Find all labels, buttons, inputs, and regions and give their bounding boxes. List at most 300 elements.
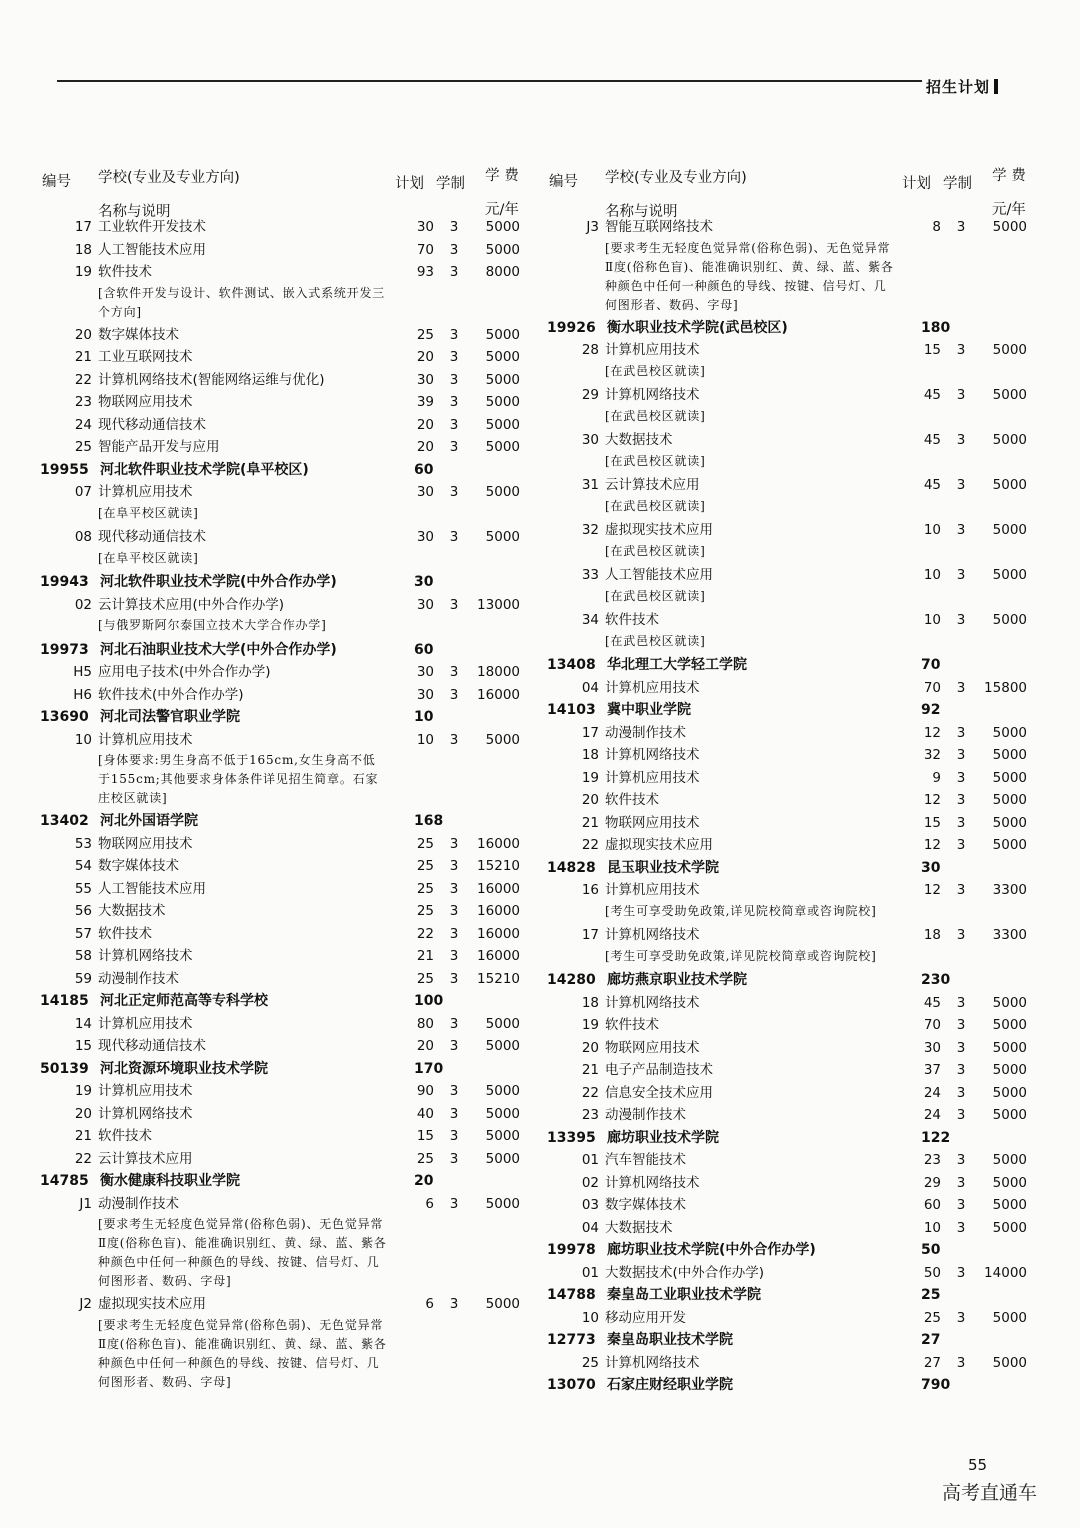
major-code: 04	[581, 1219, 599, 1236]
major-name: 智能互联网络技术	[605, 219, 713, 235]
header-plan: 计划	[902, 176, 931, 192]
major-years: 3	[956, 1264, 966, 1281]
major-code: 33	[581, 567, 599, 583]
school-plan: 10	[414, 709, 434, 725]
major-years: 3	[449, 858, 459, 874]
watermark: 高考直通车	[942, 1482, 1038, 1504]
note-text: [在武邑校区就读]	[605, 543, 706, 558]
major-fee: 5000	[485, 394, 520, 410]
major-plan: 40	[416, 1105, 434, 1122]
note-text: [含软件开发与设计、软件测试、嵌入式系统开发三个方向]	[98, 285, 386, 319]
major-name: 汽车智能技术	[605, 1152, 686, 1168]
major-fee: 5000	[992, 219, 1027, 235]
major-plan: 30	[416, 484, 434, 500]
school-name: 冀中职业学院	[607, 702, 691, 718]
major-years: 3	[956, 1219, 966, 1236]
major-years: 3	[956, 1017, 966, 1033]
major-fee: 5000	[992, 724, 1027, 741]
major-row	[547, 1149, 1027, 1172]
major-name: 计算机网络技术	[98, 1105, 193, 1122]
major-plan: 45	[923, 432, 941, 448]
major-fee: 5000	[485, 219, 520, 235]
major-row	[40, 1148, 520, 1171]
major-code: 08	[74, 529, 92, 545]
major-name: 人工智能技术应用	[98, 880, 206, 897]
major-code: 14	[74, 1015, 92, 1032]
major-name: 大数据技术	[605, 1219, 673, 1236]
major-plan: 10	[923, 1219, 941, 1236]
major-code: 17	[581, 927, 599, 943]
major-row	[547, 924, 1027, 947]
major-fee: 5000	[485, 241, 520, 258]
major-code: 10	[74, 731, 92, 748]
major-code: 59	[74, 970, 92, 987]
school-row	[547, 654, 1027, 677]
major-row	[547, 564, 1027, 587]
left-rows	[40, 216, 520, 1394]
school-plan: 180	[921, 319, 951, 336]
major-fee: 16000	[477, 903, 520, 919]
major-years: 3	[956, 219, 966, 235]
major-fee: 5000	[992, 769, 1027, 786]
major-years: 3	[449, 1195, 459, 1212]
note-text: [在武邑校区就读]	[605, 588, 706, 603]
major-fee: 5000	[992, 1084, 1027, 1101]
major-row	[40, 414, 520, 437]
school-row	[40, 990, 520, 1013]
major-plan: 30	[416, 596, 434, 613]
school-plan: 20	[414, 1173, 434, 1189]
major-row	[40, 481, 520, 504]
major-name: 大数据技术(中外合作办学)	[605, 1264, 765, 1281]
school-code: 13395	[547, 1129, 596, 1146]
major-fee: 5000	[485, 1128, 520, 1144]
major-plan: 20	[416, 1038, 434, 1054]
section-title: 招生计划	[926, 76, 998, 97]
major-years: 3	[956, 792, 966, 808]
major-fee: 5000	[992, 477, 1027, 493]
major-name: 计算机应用技术	[605, 342, 700, 358]
major-years: 3	[956, 1152, 966, 1168]
major-fee: 5000	[485, 484, 520, 500]
major-fee: 16000	[477, 835, 520, 852]
major-row	[40, 923, 520, 946]
major-years: 3	[956, 1354, 966, 1371]
school-name: 衡水健康科技职业学院	[100, 1173, 240, 1189]
major-plan: 45	[923, 387, 941, 403]
major-name: 计算机应用技术	[98, 731, 193, 748]
major-row	[547, 216, 1027, 239]
school-code: 14785	[40, 1173, 89, 1189]
major-name: 数字媒体技术	[98, 326, 179, 343]
major-fee: 5000	[485, 1083, 520, 1099]
major-plan: 25	[923, 1309, 941, 1326]
major-code: 02	[581, 1174, 599, 1191]
school-row	[40, 706, 520, 729]
school-plan: 100	[414, 993, 444, 1009]
major-row	[40, 833, 520, 856]
major-years: 3	[956, 814, 966, 831]
school-row	[547, 317, 1027, 340]
school-code: 19926	[547, 319, 596, 336]
major-name: 计算机网络技术	[605, 747, 700, 763]
major-code: 16	[581, 882, 599, 898]
school-row	[547, 1329, 1027, 1352]
major-fee: 5000	[992, 1219, 1027, 1236]
major-row	[547, 1217, 1027, 1240]
major-code: 29	[581, 387, 599, 403]
major-years: 3	[449, 596, 459, 613]
school-name: 秦皇岛工业职业技术学院	[607, 1287, 761, 1303]
major-code: 07	[74, 484, 92, 500]
major-plan: 15	[923, 342, 941, 358]
school-name: 河北司法警官职业学院	[100, 709, 240, 725]
major-fee: 5000	[485, 731, 520, 748]
school-code: 13690	[40, 709, 89, 725]
major-row	[40, 391, 520, 414]
note-row	[40, 1215, 520, 1293]
major-plan: 8	[932, 219, 941, 235]
header-fee: 学 费 元/年	[992, 168, 1026, 218]
major-years: 3	[956, 1039, 966, 1056]
major-fee: 5000	[992, 1017, 1027, 1033]
major-row	[40, 1125, 520, 1148]
note-row	[40, 549, 520, 572]
major-fee: 5000	[992, 522, 1027, 538]
major-years: 3	[449, 371, 459, 388]
note-text: [在武邑校区就读]	[605, 633, 706, 648]
major-plan: 20	[416, 439, 434, 455]
major-code: 22	[581, 1084, 599, 1101]
major-plan: 22	[416, 925, 434, 942]
major-name: 云计算技术应用	[98, 1150, 193, 1167]
header-years: 学制	[436, 176, 465, 192]
major-plan: 39	[416, 394, 434, 410]
note-row	[547, 587, 1027, 610]
major-years: 3	[449, 439, 459, 455]
school-plan: 60	[414, 461, 434, 478]
major-code: 58	[74, 948, 92, 964]
major-name: 软件技术	[605, 792, 659, 808]
header-fee: 学 费 元/年	[485, 168, 519, 218]
major-fee: 3300	[992, 882, 1027, 898]
note-row	[547, 452, 1027, 475]
school-code: 13070	[547, 1377, 596, 1393]
major-name: 软件技术	[98, 264, 152, 280]
school-row	[40, 1170, 520, 1193]
major-row	[40, 261, 520, 284]
school-code: 14828	[547, 859, 596, 876]
major-plan: 25	[416, 835, 434, 852]
major-plan: 30	[416, 686, 434, 703]
school-code: 12773	[547, 1332, 596, 1348]
major-name: 物联网应用技术	[605, 814, 700, 831]
title-bar-mark	[994, 79, 998, 94]
major-code: 04	[581, 679, 599, 696]
major-row	[40, 1193, 520, 1216]
major-plan: 32	[923, 747, 941, 763]
major-years: 3	[449, 1105, 459, 1122]
major-row	[547, 812, 1027, 835]
major-plan: 10	[923, 612, 941, 628]
major-plan: 60	[923, 1197, 941, 1213]
major-name: 物联网应用技术	[98, 394, 193, 410]
major-years: 3	[956, 342, 966, 358]
major-code: 15	[74, 1038, 92, 1054]
major-code: 17	[74, 219, 92, 235]
major-name: 计算机应用技术	[605, 679, 700, 696]
school-code: 19943	[40, 574, 89, 590]
note-text: [在阜平校区就读]	[98, 505, 199, 520]
major-row	[547, 474, 1027, 497]
major-fee: 5000	[992, 1062, 1027, 1078]
major-years: 3	[449, 394, 459, 410]
major-name: 虚拟现实技术应用	[98, 1296, 206, 1312]
major-plan: 12	[923, 792, 941, 808]
major-fee: 5000	[485, 1038, 520, 1054]
major-fee: 5000	[485, 1150, 520, 1167]
major-plan: 30	[416, 664, 434, 680]
major-row	[547, 789, 1027, 812]
major-years: 3	[956, 612, 966, 628]
major-code: 20	[581, 1039, 599, 1056]
major-name: 计算机网络技术	[605, 1354, 700, 1371]
school-plan: 27	[921, 1332, 941, 1348]
school-name: 衡水职业技术学院(武邑校区)	[607, 319, 788, 336]
note-row	[40, 504, 520, 527]
major-name: 计算机应用技术	[98, 1015, 193, 1032]
major-name: 计算机网络技术	[605, 387, 700, 403]
school-name: 昆玉职业技术学院	[607, 859, 719, 876]
note-text: [要求考生无轻度色觉异常(俗称色弱)、无色觉异常Ⅱ度(俗称色盲)、能准确识别红、黄、绿、蓝、紫各种颜色中任何一种颜色的导线、按键、信号灯、几何图形者、数码、字母]	[605, 240, 894, 312]
note-row	[40, 1316, 520, 1394]
major-row	[547, 722, 1027, 745]
school-code: 13408	[547, 657, 596, 673]
school-code: 19973	[40, 641, 89, 658]
major-fee: 5000	[485, 1195, 520, 1212]
school-code: 14185	[40, 993, 89, 1009]
major-row	[40, 1035, 520, 1058]
major-plan: 23	[923, 1152, 941, 1168]
school-plan: 30	[414, 574, 434, 590]
major-code: 23	[581, 1107, 599, 1123]
school-row	[547, 699, 1027, 722]
major-name: 云计算技术应用(中外合作办学)	[98, 596, 285, 613]
major-fee: 5000	[992, 1152, 1027, 1168]
major-row	[40, 216, 520, 239]
major-code: H5	[73, 664, 92, 680]
major-row	[547, 1307, 1027, 1330]
school-name: 河北石油职业技术大学(中外合作办学)	[100, 641, 337, 658]
school-row	[40, 810, 520, 833]
major-years: 3	[449, 948, 459, 964]
header-code: 编号	[549, 174, 578, 190]
major-years: 3	[956, 477, 966, 493]
major-row	[40, 369, 520, 392]
major-name: 计算机网络技术	[98, 948, 193, 964]
school-name: 廊坊职业技术学院(中外合作办学)	[607, 1242, 816, 1258]
major-plan: 15	[923, 814, 941, 831]
note-text: [身体要求:男生身高不低于165cm,女生身高不低于155cm;其他要求身体条件详见招生简章。石家庄校区就读]	[98, 753, 379, 805]
school-name: 华北理工大学轻工学院	[607, 657, 747, 673]
major-name: 数字媒体技术	[98, 858, 179, 874]
major-row	[40, 1080, 520, 1103]
school-name: 河北软件职业技术学院(中外合作办学)	[100, 574, 337, 590]
header-rule	[57, 80, 922, 82]
note-text: [与俄罗斯阿尔泰国立技术大学合作办学]	[98, 618, 327, 632]
major-years: 3	[956, 387, 966, 403]
major-code: 03	[581, 1197, 599, 1213]
header-name: 学校(专业及专业方向) 名称与说明	[605, 170, 747, 220]
school-name: 河北资源环境职业技术学院	[100, 1060, 268, 1077]
major-fee: 18000	[477, 664, 520, 680]
school-plan: 70	[921, 657, 941, 673]
major-plan: 25	[416, 326, 434, 343]
major-plan: 50	[923, 1264, 941, 1281]
major-name: 计算机网络技术(智能网络运维与优化)	[98, 371, 325, 388]
major-plan: 37	[923, 1062, 941, 1078]
major-name: 移动应用开发	[605, 1309, 686, 1326]
school-row	[40, 639, 520, 662]
major-fee: 14000	[984, 1264, 1027, 1281]
note-text: [在阜平校区就读]	[98, 550, 199, 565]
school-row	[40, 571, 520, 594]
major-plan: 29	[923, 1174, 941, 1191]
major-row	[40, 1293, 520, 1316]
major-plan: 80	[416, 1015, 434, 1032]
major-fee: 5000	[992, 432, 1027, 448]
major-plan: 30	[416, 371, 434, 388]
school-code: 13402	[40, 813, 89, 829]
major-plan: 25	[416, 858, 434, 874]
note-row	[547, 497, 1027, 520]
major-row	[547, 609, 1027, 632]
major-code: 19	[581, 1017, 599, 1033]
major-plan: 90	[416, 1083, 434, 1099]
major-plan: 25	[416, 970, 434, 987]
note-row	[547, 902, 1027, 925]
school-code: 19955	[40, 461, 89, 478]
major-row	[40, 968, 520, 991]
note-row	[40, 616, 520, 639]
major-years: 3	[449, 686, 459, 703]
major-plan: 25	[416, 1150, 434, 1167]
major-years: 3	[449, 241, 459, 258]
major-code: 18	[74, 241, 92, 258]
major-fee: 15210	[477, 970, 520, 987]
major-name: 云计算技术应用	[605, 477, 700, 493]
major-code: 53	[74, 835, 92, 852]
note-text: [在武邑校区就读]	[605, 363, 706, 378]
school-row	[547, 1127, 1027, 1150]
school-code: 19978	[547, 1242, 596, 1258]
major-row	[40, 526, 520, 549]
major-years: 3	[956, 769, 966, 786]
major-years: 3	[449, 880, 459, 897]
major-code: 21	[74, 1128, 92, 1144]
major-name: 数字媒体技术	[605, 1197, 686, 1213]
major-fee: 5000	[485, 371, 520, 388]
major-fee: 5000	[485, 1296, 520, 1312]
major-years: 3	[449, 326, 459, 343]
major-code: J1	[79, 1195, 92, 1212]
major-years: 3	[449, 664, 459, 680]
major-years: 3	[449, 903, 459, 919]
school-plan: 122	[921, 1129, 951, 1146]
major-row	[547, 677, 1027, 700]
major-name: 动漫制作技术	[98, 970, 179, 987]
major-row	[547, 744, 1027, 767]
school-name: 廊坊燕京职业技术学院	[607, 972, 747, 988]
major-fee: 5000	[992, 1354, 1027, 1371]
major-fee: 5000	[992, 1174, 1027, 1191]
major-row	[547, 992, 1027, 1015]
major-plan: 70	[923, 1017, 941, 1033]
school-plan: 92	[921, 702, 941, 718]
major-fee: 8000	[485, 264, 520, 280]
major-plan: 70	[923, 679, 941, 696]
major-years: 3	[956, 882, 966, 898]
school-row	[547, 857, 1027, 880]
major-row	[547, 1262, 1027, 1285]
major-code: 28	[581, 342, 599, 358]
major-code: 19	[74, 1083, 92, 1099]
major-fee: 5000	[992, 387, 1027, 403]
major-plan: 93	[416, 264, 434, 280]
major-plan: 25	[416, 880, 434, 897]
major-name: 计算机网络技术	[605, 1174, 700, 1191]
major-plan: 21	[416, 948, 434, 964]
major-name: 软件技术	[98, 925, 152, 942]
major-fee: 5000	[992, 1197, 1027, 1213]
major-name: 大数据技术	[98, 903, 166, 919]
major-name: 软件技术	[605, 612, 659, 628]
major-name: 动漫制作技术	[605, 724, 686, 741]
major-name: 计算机应用技术	[605, 769, 700, 786]
note-row	[40, 284, 520, 324]
major-fee: 16000	[477, 686, 520, 703]
major-years: 3	[449, 925, 459, 942]
major-row	[547, 384, 1027, 407]
major-years: 3	[449, 1150, 459, 1167]
major-years: 3	[956, 522, 966, 538]
major-row	[547, 1352, 1027, 1375]
major-row	[547, 429, 1027, 452]
major-row	[40, 729, 520, 752]
major-row	[40, 239, 520, 262]
major-fee: 5000	[485, 326, 520, 343]
major-years: 3	[449, 970, 459, 987]
major-plan: 12	[923, 724, 941, 741]
major-years: 3	[449, 416, 459, 433]
school-code: 50139	[40, 1060, 89, 1077]
major-name: 工业互联网技术	[98, 349, 193, 365]
school-name: 河北正定师范高等专科学校	[100, 993, 268, 1009]
note-text: [要求考生无轻度色觉异常(俗称色弱)、无色觉异常Ⅱ度(俗称色盲)、能准确识别红、黄、绿、蓝、紫各种颜色中任何一种颜色的导线、按键、信号灯、几何图形者、数码、字母]	[98, 1217, 387, 1288]
major-years: 3	[956, 837, 966, 853]
major-code: 20	[581, 792, 599, 808]
school-row	[547, 1284, 1027, 1307]
major-code: 31	[581, 477, 599, 493]
major-years: 3	[956, 432, 966, 448]
major-years: 3	[956, 567, 966, 583]
major-row	[547, 834, 1027, 857]
school-name: 秦皇岛职业技术学院	[607, 1332, 733, 1348]
major-code: 34	[581, 612, 599, 628]
major-code: 22	[74, 371, 92, 388]
note-text: [在武邑校区就读]	[605, 453, 706, 468]
major-name: 软件技术	[98, 1128, 152, 1144]
